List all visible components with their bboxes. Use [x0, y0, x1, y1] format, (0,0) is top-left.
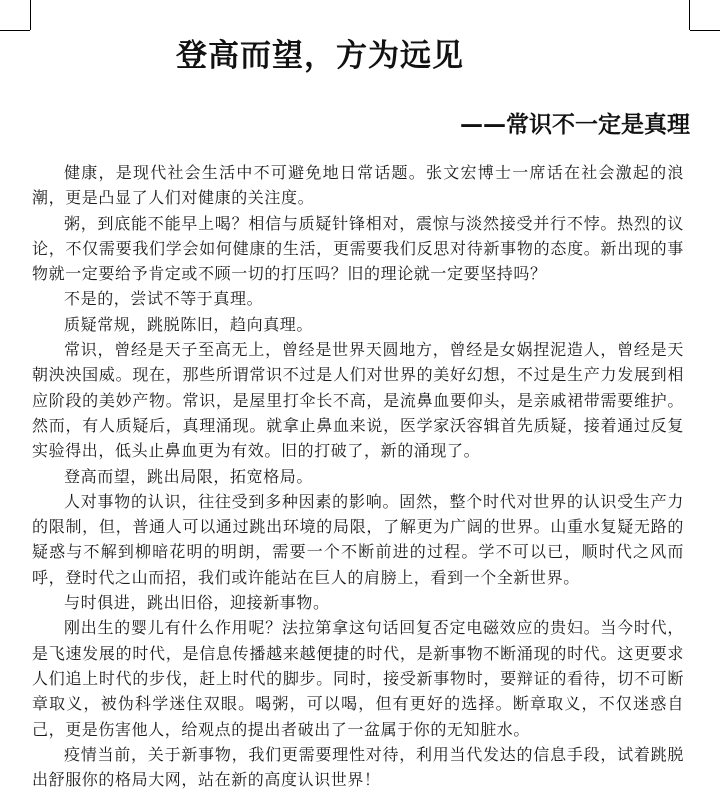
document-title: 登高而望，方为远见 [176, 38, 464, 74]
crop-mark-top-right-vertical [689, 0, 690, 30]
paragraph: 疫情当前，关于新事物，我们更需要理性对待，利用当代发达的信息手段，试着跳脱出舒服你的格局大网，站在新的高度认识世界！ [32, 744, 684, 790]
paragraph: 不是的，尝试不等于真理。 [64, 289, 264, 309]
paragraph: 与时俱进，跳出旧俗，迎接新事物。 [64, 593, 330, 613]
paragraph: 常识，曾经是天子至高无上，曾经是世界天圆地方，曾经是女娲捏泥造人，曾经是天朝泱泱国威。现在，那些所谓常识不过是人们对世界的美好幻想，不过是生产力发展到相应阶段的美妙产物。常识，是屋里打伞长不高，是流鼻血要仰头，是亲戚裙带需要维护。然而，有人质疑后，真理涌现。就拿止鼻血来说，医学家沃容辑首先质疑，接着通过反复实验得出，低头止鼻血更为有效。旧的打破了，新的涌现了。 [32, 340, 684, 461]
document-body [32, 160, 684, 792]
paragraph: 登高而望，跳出局限，拓宽格局。 [64, 466, 314, 486]
paragraph: 粥，到底能不能早上喝？相信与质疑针锋相对，震惊与淡然接受并行不悖。热烈的议论，不仅需要我们学会如何健康的生活，更需要我们反思对待新事物的态度。新出现的事物就一定要给予肯定或不顾一切的打压吗？旧的理论就一定要坚持吗？ [32, 213, 684, 284]
paragraph: 质疑常规，跳脱陈旧，趋向真理。 [64, 314, 314, 334]
paragraph: 刚出生的婴儿有什么作用呢？法拉第拿这句话回复否定电磁效应的贵妇。当今时代，是飞速发展的时代，是信息传播越来越便捷的时代，是新事物不断涌现的时代。这更要求人们追上时代的步伐，赶上时代的脚步。同时，接受新事物时，要辩证的看待，切不可断章取义，被伪科学迷住双眼。喝粥，可以喝，但有更好的选择。断章取义，不仅迷惑自己，更是伤害他人，给观点的提出者破出了一盆属于你的无知脏水。 [32, 618, 684, 739]
paragraph: 健康，是现代社会生活中不可避免地日常话题。张文宏博士一席话在社会激起的浪潮，更是凸显了人们对健康的关注度。 [32, 163, 684, 208]
document-subtitle: ——常识不一定是真理 [460, 112, 690, 138]
crop-mark-top-left-vertical [30, 0, 31, 30]
crop-mark-top-right-horizontal [690, 30, 720, 31]
paragraph: 人对事物的认识，往往受到多种因素的影响。固然，整个时代对世界的认识受生产力的限制，但，普通人可以通过跳出环境的局限，了解更为广阔的世界。山重水复疑无路的疑惑与不解到柳暗花明的明朗，需要一个不断前进的过程。学不可以已，顺时代之风而呼，登时代之山而招，我们或许能站在巨人的肩膀上，看到一个全新世界。 [32, 491, 684, 587]
